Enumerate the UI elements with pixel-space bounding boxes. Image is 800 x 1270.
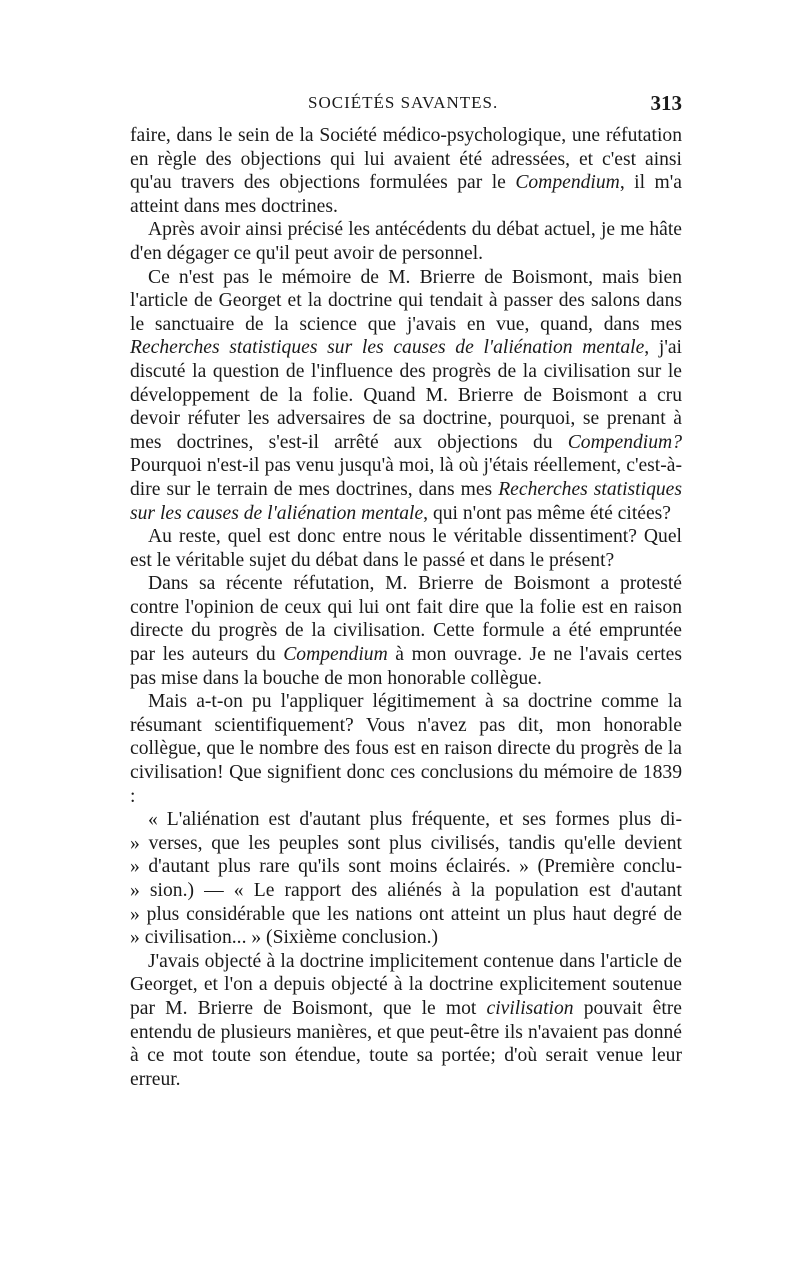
paragraph: Mais a-t-on pu l'appliquer légitimement à sa doctrine comme la résumant scientifiquement? Vous n'avez pas dit, mon honorable collègue, que le nombre des fous est en raison directe du progrès de la civilisation! Que signifient donc ces conclusions du mémoire de 1839 : xyxy=(130,691,682,807)
quote-line: » sion.) — « Le rapport des aliénés à la population est d'autant xyxy=(130,880,682,901)
paragraph: Ce n'est pas le mémoire de M. Brierre de Boismont, mais bien l'article de Georget et la doctrine qui tendait à passer des salons dans le sanctuaire de la science que j'avais en vue, quand, dans mes Recherches statistiques sur les causes de l'aliénation mentale, j'ai discuté la question de l'influence des progrès de la civilisation sur le développement de la folie. Quand M. Brierre de Boismont a cru devoir réfuter les adversaires de sa doctrine, pourquoi, se prenant à mes doctrines, s'est-il arrêté aux objections du Compendium? Pourquoi n'est-il pas venu jusqu'à moi, là où j'étais réellement, c'est-à-dire sur le terrain de mes doctrines, dans mes Recherches statistiques sur les causes de l'aliénation mentale, qui n'ont pas même été citées? xyxy=(130,266,682,524)
quote-line: » d'autant plus rare qu'ils sont moins éclairés. » (Première conclu- xyxy=(130,856,682,878)
quote-line: » plus considérable que les nations ont atteint un plus haut degré de xyxy=(130,903,682,925)
quote-line: » civilisation... » (Sixième conclusion.) xyxy=(130,927,439,949)
paragraph: J'avais objecté à la doctrine implicitement contenue dans l'article de Georget, et l'on a depuis objecté à la doctrine explicitement soutenue par M. Brierre de Boismont, que le mot civilisation pouvait être entendu de plusieurs manières, et que peut-être ils n'avaient pas donné à ce mot toute son étendue, toute sa portée; d'où serait venue leur erreur. xyxy=(130,950,682,1090)
quote-line: » verses, que les peuples sont plus civilisés, tandis qu'elle devient xyxy=(130,832,682,854)
page-number: 313 xyxy=(650,91,682,115)
quote-line: « L'aliénation est d'autant plus fréquente, et ses formes plus di- xyxy=(148,809,682,831)
paragraph: Dans sa récente réfutation, M. Brierre de Boismont a protesté contre l'opinion de ceux qui lui ont fait dire que la folie est en raison directe du progrès de la civilisation. Cette formule a été empruntée par les auteurs du Compendium à mon ouvrage. Je ne l'avais certes pas mise dans la bouche de mon honorable collègue. xyxy=(130,573,682,689)
quotation-block xyxy=(130,808,682,950)
paragraph: Après avoir ainsi précisé les antécédents du débat actuel, je me hâte d'en dégager ce qu'il peut avoir de personnel. xyxy=(130,219,682,264)
paragraph: Au reste, quel est donc entre nous le véritable dissentiment? Quel est le véritable sujet du débat dans le passé et dans le présent? xyxy=(130,526,682,571)
running-head: SOCIÉTÉS SAVANTES. xyxy=(308,93,499,112)
page-header xyxy=(130,93,682,119)
body-text xyxy=(130,124,682,1091)
paragraph: faire, dans le sein de la Société médico-psychologique, une réfutation en règle des objections qui lui avaient été adressées, et c'est ainsi qu'au travers des objections formulées par le Compendium, il m'a atteint dans mes doctrines. xyxy=(130,125,682,217)
